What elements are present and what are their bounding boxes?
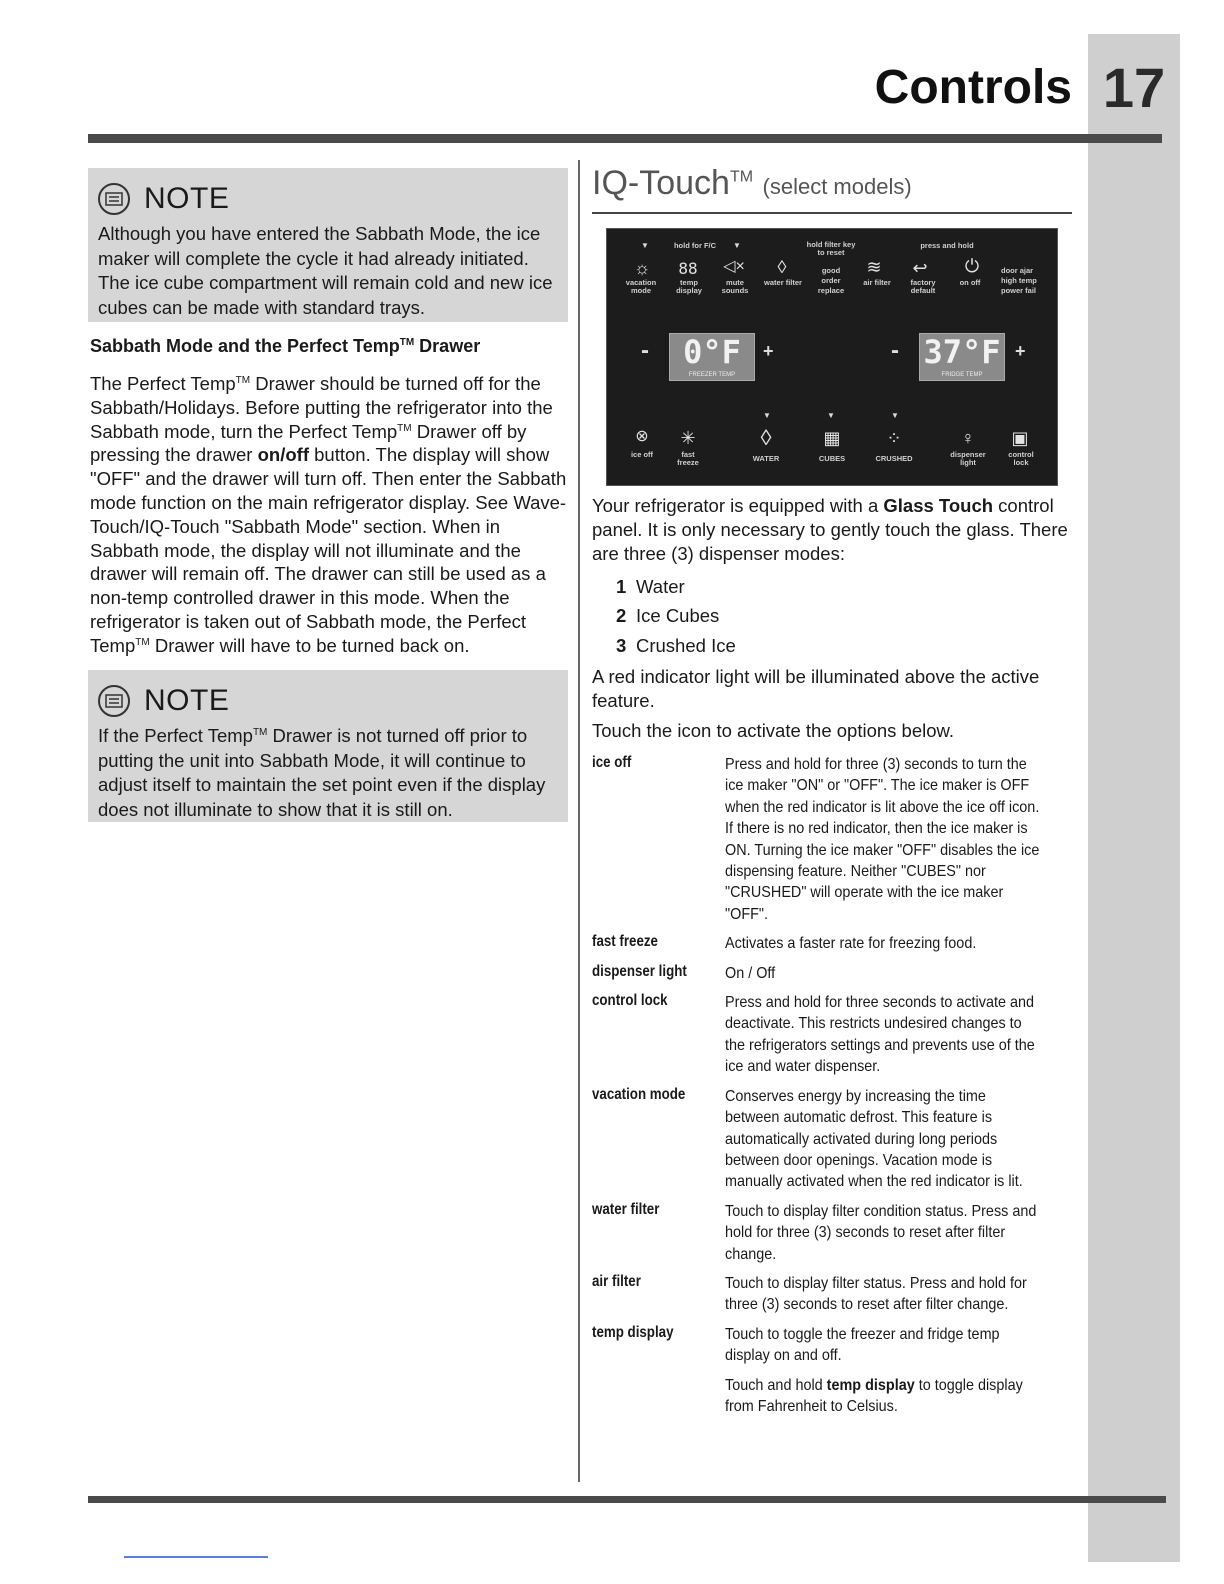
fridge-plus: + — [1015, 341, 1026, 361]
section-rule — [592, 212, 1072, 214]
panel-button-label: vacation mode — [625, 278, 657, 295]
snowflake-icon: ✳ — [680, 428, 696, 448]
panel-button-label: water filter — [764, 278, 802, 287]
panel-button-label: dispenser light — [950, 450, 986, 467]
fridge-display — [919, 333, 1005, 381]
arrow-down-icon: ▼ — [641, 241, 649, 250]
filter-status: order — [821, 276, 841, 285]
sabbath-paragraph: The Perfect Temp™ Drawer should be turned off for the Sabbath/Holidays. Before putting the refrigerator into the Sabbath mode, turn the Perfect Temp™ Drawer off by pressing the drawer on/off button. The display will show "OFF" and the drawer will turn off. Then enter the Sabbath mode function on the main refrigerator display. See Wave-Touch/IQ-Touch "Sabbath Mode" section. When in Sabbath mode, the display will not illuminate and the drawer will remain off. The drawer can still be used as a non-temp controlled drawer in this mode. When the refrigerator is taken out of Sabbath mode, the Perfect Temp™ Drawer will have to be turned back on. — [90, 373, 567, 656]
option-definition: Conserves energy by increasing the time between automatic defrost. This feature is automatically activated during long periods between door openings. Vacation mode is manually activated when the red indicator is lit. — [725, 1087, 1023, 1191]
arrow-down-icon: ▼ — [733, 241, 741, 250]
option-term: temp display — [592, 1323, 674, 1341]
page-edge-tab — [1088, 34, 1180, 1562]
option-row — [592, 992, 1078, 1078]
filter-status: good — [821, 266, 841, 275]
option-definition: On / Off — [725, 964, 776, 982]
option-row — [592, 1201, 1078, 1265]
footer-rule — [88, 1496, 1166, 1503]
option-row — [592, 963, 1078, 984]
water-drop-icon: ◊ — [777, 257, 787, 277]
alert-label: door ajar — [1001, 266, 1034, 275]
arrow-down-icon: ▼ — [827, 411, 835, 420]
crushed-ice-icon: ⁘ — [886, 428, 902, 448]
panel-button-label: ice off — [630, 450, 654, 459]
control-panel-illustration — [606, 228, 1058, 486]
mute-icon: ◁× — [723, 258, 745, 275]
glass-touch-paragraph: Your refrigerator is equipped with a Glass Touch control panel. It is only necessary to gently touch the glass. There are three (3) dispenser modes: — [592, 495, 1068, 564]
note-icon — [98, 685, 130, 717]
option-row — [592, 1324, 1078, 1367]
column-divider — [578, 160, 580, 1482]
note-text: If the Perfect Temp™ Drawer is not turned off prior to putting the unit into Sabbath Mode, it will continue to adjust itself to maintain the set point even if the display does not illuminate to show that it is still on. — [98, 725, 546, 820]
cubes-icon: ▦ — [823, 428, 841, 448]
list-item: 3 Crushed Ice — [616, 634, 736, 656]
panel-hint: press and hold — [920, 241, 974, 250]
option-term: air filter — [592, 1272, 641, 1290]
list-item: 1 Water — [616, 575, 685, 597]
note-title: NOTE — [144, 684, 230, 717]
fridge-minus: - — [891, 337, 899, 364]
note-text: Although you have entered the Sabbath Mode, the ice maker will complete the cycle it had already initiated. The ice cube compartment will remain cold and new ice cubes can be made with standard trays. — [98, 223, 553, 318]
ice-off-icon: ⊗ — [635, 428, 649, 445]
panel-button-label: mute sounds — [721, 278, 749, 295]
option-definition: Touch to toggle the freezer and fridge temp display on and off. — [725, 1325, 1000, 1365]
iq-touch-description — [592, 494, 1072, 743]
alert-label: power fail — [1001, 286, 1037, 295]
option-row — [592, 1086, 1078, 1193]
panel-hint: hold filter key to reset — [806, 240, 856, 257]
list-item: 2 Ice Cubes — [616, 605, 720, 627]
section-heading-iq-touch: IQ-Touch™ (select models) — [592, 164, 912, 202]
option-term: control lock — [592, 992, 668, 1010]
panel-button-label: CRUSHED — [875, 454, 913, 463]
return-arrow-icon: ↩ — [912, 258, 928, 278]
panel-button-label: on off — [959, 278, 981, 287]
section-heading-sabbath: Sabbath Mode and the Perfect Temp™ Drawer — [90, 336, 481, 356]
option-definition: Press and hold for three (3) seconds to turn the ice maker "ON" or "OFF". The ice maker is OFF when the red indicator is lit above the ice off icon. If there is no red indicator, then the ice maker is ON. Turning the ice maker "OFF" disables the ice dispensing feature. Neither "CUBES" nor "CRUSHED" will operate with the ice maker "OFF". — [725, 756, 1040, 923]
page-number: 17 — [1102, 56, 1166, 119]
header-rule — [88, 134, 1162, 143]
power-icon: ⏻ — [964, 256, 980, 276]
option-row — [592, 933, 1078, 954]
alert-label: high temp — [1001, 276, 1037, 285]
indicator-paragraph: A red indicator light will be illuminated above the active feature. — [592, 665, 1040, 711]
option-row — [592, 1273, 1078, 1316]
option-term: vacation mode — [592, 1085, 686, 1103]
note-box-ice-maker — [88, 168, 568, 322]
panel-button-label: CUBES — [818, 454, 846, 463]
arrow-down-icon: ▼ — [891, 411, 899, 420]
dispenser-modes-list — [592, 572, 1072, 661]
temp-display-note: Touch and hold temp display to toggle display from Fahrenheit to Celsius. — [725, 1376, 1024, 1415]
panel-button-label: factory default — [910, 278, 936, 295]
panel-button-label: control lock — [1008, 450, 1034, 467]
freezer-plus: + — [763, 341, 774, 361]
light-bulb-icon: ♀ — [961, 428, 975, 448]
panel-button-label: air filter — [863, 278, 891, 287]
arrow-down-icon: ▼ — [763, 411, 771, 420]
footer-link-line — [124, 1556, 268, 1558]
note-box-perfect-temp — [88, 670, 568, 822]
page-title: Controls — [874, 61, 1072, 114]
fridge-temp-value: 37°F — [923, 333, 1001, 371]
fan-icon: ≋ — [866, 257, 882, 277]
filter-status: replace — [817, 286, 845, 295]
panel-hint: hold for F/C — [673, 241, 717, 250]
fridge-temp-label: FRIDGE TEMP — [941, 372, 983, 378]
options-list — [592, 754, 1078, 1425]
option-definition: Touch to display filter status. Press and hold for three (3) seconds to reset after filter change. — [725, 1274, 1027, 1314]
note-title: NOTE — [144, 182, 230, 215]
panel-button-label: fast freeze — [677, 450, 699, 467]
freezer-display — [669, 333, 755, 381]
option-term: fast freeze — [592, 933, 658, 951]
freezer-minus: - — [641, 337, 649, 364]
option-term: water filter — [592, 1200, 660, 1218]
lock-icon: ▣ — [1011, 428, 1029, 448]
note-icon — [98, 183, 130, 215]
panel-button-label: WATER — [752, 454, 780, 463]
water-drop-icon: ◊ — [760, 425, 772, 450]
option-definition: Press and hold for three seconds to activate and deactivate. This restricts undesired changes to the refrigerators settings and prevents use of the ice and water dispenser. — [725, 994, 1036, 1076]
freezer-temp-value: 0°F — [683, 333, 741, 371]
option-term: dispenser light — [592, 962, 687, 980]
sun-icon: ☼ — [633, 258, 651, 278]
option-row — [592, 1375, 1078, 1418]
panel-button-label: temp display — [676, 278, 702, 295]
temp-digits-icon: 88 — [678, 259, 698, 278]
touch-icon-paragraph: Touch the icon to activate the options below. — [592, 719, 955, 741]
option-term: ice off — [592, 754, 632, 771]
option-definition: Touch to display filter condition status. Press and hold for three (3) seconds to reset after filter change. — [725, 1202, 1037, 1263]
freezer-temp-label: FREEZER TEMP — [688, 372, 736, 378]
option-definition: Activates a faster rate for freezing food. — [725, 935, 977, 953]
option-row — [592, 754, 1078, 925]
